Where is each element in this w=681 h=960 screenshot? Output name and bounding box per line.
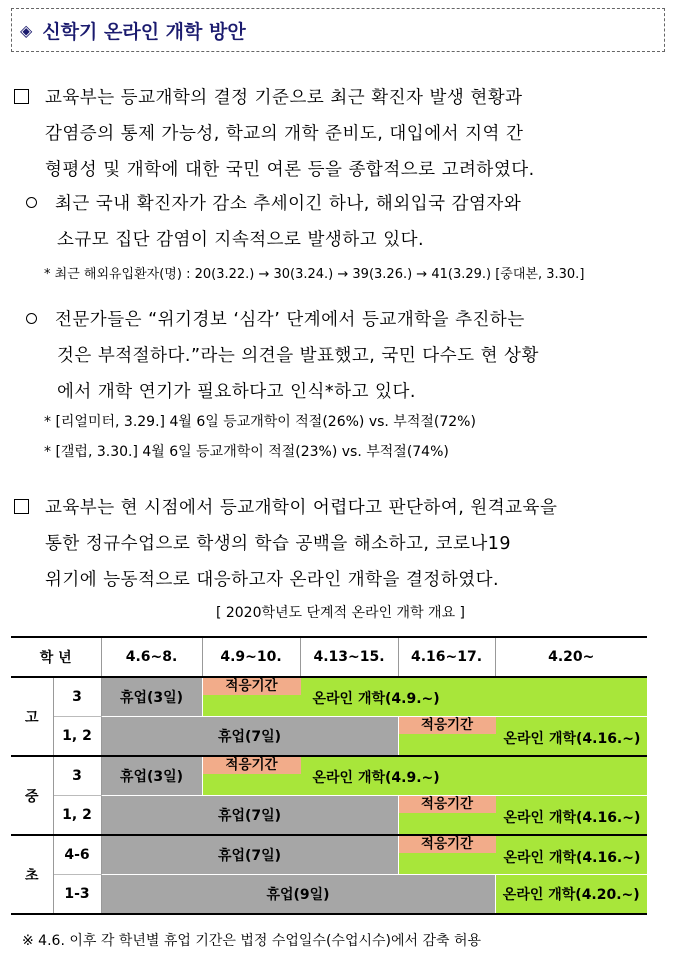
sub-item-2: 전문가들은 “위기경보 ‘심각’ 단계에서 등교개학을 추진하는 것은 부적절하다.”라는 의견을 발표했고, 국민 다수도 현 상황 에서 개학 연기가 필요하다고 인식*하고 있다. [26, 302, 539, 410]
table-row [11, 875, 647, 915]
group-middle: 중 [11, 756, 53, 835]
online-cell: 온라인 개학(4.20.~) [495, 875, 647, 915]
header-period-1: 4.6~8. [101, 637, 202, 677]
grade-label: 4-6 [53, 835, 101, 875]
header-period-3: 4.13~15. [300, 637, 398, 677]
adaptation-strip: 적응기간 [399, 717, 496, 734]
title-text: 신학기 온라인 개학 방안 [42, 20, 246, 43]
square-bullet-icon [14, 499, 29, 514]
footnote: ※ 4.6. 이후 각 학년별 휴업 기간은 법정 수업일수(수업시수)에서 감축 허용 [22, 933, 482, 949]
closure-cell: 휴업(7일) [101, 796, 398, 836]
table-row [11, 756, 647, 796]
note-2b: * [갤럽, 3.30.] 4월 6일 등교개학이 적절(23%) vs. 부적절(74%) [44, 444, 449, 460]
note-1: * 최근 해외유입환자(명) : 20(3.22.) → 30(3.24.) → 39(3.26.) → 41(3.29.) [중대본, 3.30.] [44, 267, 585, 282]
adaptation-strip: 적응기간 [203, 757, 301, 774]
table-row [11, 796, 647, 836]
header-grade: 학 년 [11, 637, 101, 677]
table-row [11, 677, 647, 717]
grade-label: 1, 2 [53, 796, 101, 836]
online-cell: 적응기간 온라인 개학(4.16.~) [398, 717, 647, 757]
closure-cell: 휴업(3일) [101, 677, 202, 717]
header-period-5: 4.20~ [495, 637, 647, 677]
circle-bullet-icon [26, 197, 37, 208]
adaptation-strip: 적응기간 [399, 796, 496, 813]
grade-label: 3 [53, 756, 101, 796]
online-cell: 적응기간 온라인 개학(4.16.~) [398, 835, 647, 875]
grade-label: 1-3 [53, 875, 101, 915]
online-cell: 적응기간 온라인 개학(4.9.~) [202, 677, 647, 717]
online-cell: 적응기간 온라인 개학(4.9.~) [202, 756, 647, 796]
paragraph-2: 교육부는 현 시점에서 등교개학이 어렵다고 판단하여, 원격교육을 통한 정규수업으로 학생의 학습 공백을 해소하고, 코로나19 위기에 능동적으로 대응하고자 온라인 개학을 결정하였다. [14, 490, 557, 598]
table-row [11, 835, 647, 875]
table-row [11, 717, 647, 757]
paragraph-1: 교육부는 등교개학의 결정 기준으로 최근 확진자 발생 현황과 감염증의 통제 가능성, 학교의 개학 준비도, 대입에서 지역 간 형평성 및 개학에 대한 국민 여론 등을 종합적으로 고려하였다. [14, 80, 535, 188]
section-title [11, 8, 665, 52]
closure-cell: 휴업(7일) [101, 835, 398, 875]
adaptation-strip: 적응기간 [399, 836, 496, 853]
grade-label: 3 [53, 677, 101, 717]
header-period-4: 4.16~17. [398, 637, 495, 677]
sub-item-1: 최근 국내 확진자가 감소 추세이긴 하나, 해외입국 감염자와 소규모 집단 감염이 지속적으로 발생하고 있다. [26, 186, 521, 258]
grade-label: 1, 2 [53, 717, 101, 757]
closure-cell: 휴업(9일) [101, 875, 495, 915]
circle-bullet-icon [26, 313, 37, 324]
adaptation-strip: 적응기간 [203, 678, 301, 695]
closure-cell: 휴업(3일) [101, 756, 202, 796]
square-bullet-icon [14, 89, 29, 104]
table-header-row [11, 637, 647, 677]
header-period-2: 4.9~10. [202, 637, 300, 677]
closure-cell: 휴업(7일) [101, 717, 398, 757]
table-caption: [ 2020학년도 단계적 온라인 개학 개요 ] [215, 605, 466, 621]
note-2a: * [리얼미터, 3.29.] 4월 6일 등교개학이 적절(26%) vs. 부적절(72%) [44, 414, 476, 430]
online-cell: 적응기간 온라인 개학(4.16.~) [398, 796, 647, 836]
group-elem: 초 [11, 835, 53, 914]
schedule-table [11, 636, 647, 915]
group-high: 고 [11, 677, 53, 756]
diamond-icon: ◈ [20, 20, 33, 40]
